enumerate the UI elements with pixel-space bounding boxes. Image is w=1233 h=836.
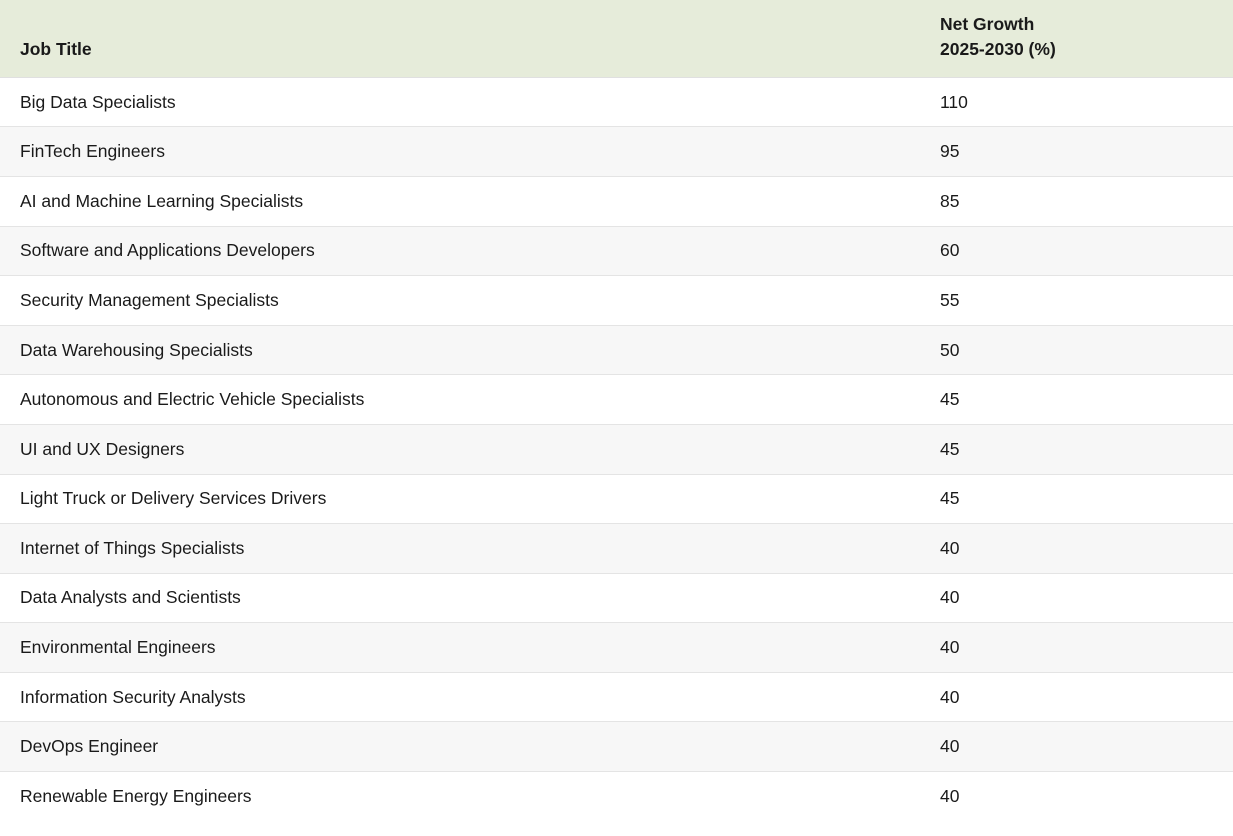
cell-job-title: Big Data Specialists (0, 77, 920, 127)
cell-job-title: Renewable Energy Engineers (0, 772, 920, 822)
table-row (0, 77, 1233, 127)
table-row (0, 772, 1233, 822)
table-row (0, 623, 1233, 673)
cell-net-growth: 40 (920, 672, 1233, 722)
cell-job-title: Autonomous and Electric Vehicle Specialists (0, 375, 920, 425)
cell-net-growth: 40 (920, 524, 1233, 574)
cell-job-title: Environmental Engineers (0, 623, 920, 673)
table-row (0, 276, 1233, 326)
cell-job-title: DevOps Engineer (0, 722, 920, 772)
table-row (0, 375, 1233, 425)
table-row (0, 226, 1233, 276)
cell-net-growth: 95 (920, 127, 1233, 177)
table-body (0, 77, 1233, 821)
table-row (0, 474, 1233, 524)
table-header-row (0, 0, 1233, 77)
cell-job-title: Data Warehousing Specialists (0, 325, 920, 375)
cell-net-growth: 40 (920, 722, 1233, 772)
cell-net-growth: 85 (920, 176, 1233, 226)
cell-net-growth: 60 (920, 226, 1233, 276)
cell-net-growth: 45 (920, 375, 1233, 425)
cell-net-growth: 55 (920, 276, 1233, 326)
column-header-job-title (0, 0, 920, 77)
cell-job-title: Light Truck or Delivery Services Drivers (0, 474, 920, 524)
cell-job-title: FinTech Engineers (0, 127, 920, 177)
cell-net-growth: 50 (920, 325, 1233, 375)
table-header (0, 0, 1233, 77)
cell-net-growth: 40 (920, 772, 1233, 822)
table-row (0, 722, 1233, 772)
table-row (0, 672, 1233, 722)
cell-net-growth: 45 (920, 424, 1233, 474)
cell-job-title: Internet of Things Specialists (0, 524, 920, 574)
cell-job-title: AI and Machine Learning Specialists (0, 176, 920, 226)
table-row (0, 424, 1233, 474)
column-header-net-growth-label-line2: 2025-2030 (%) (940, 39, 1056, 60)
cell-job-title: Data Analysts and Scientists (0, 573, 920, 623)
cell-net-growth: 110 (920, 77, 1233, 127)
table-row (0, 176, 1233, 226)
table-row (0, 127, 1233, 177)
column-header-net-growth (920, 0, 1233, 77)
cell-net-growth: 45 (920, 474, 1233, 524)
cell-net-growth: 40 (920, 623, 1233, 673)
cell-job-title: UI and UX Designers (0, 424, 920, 474)
cell-job-title: Software and Applications Developers (0, 226, 920, 276)
table-row (0, 325, 1233, 375)
column-header-net-growth-label-line1: Net Growth (940, 14, 1035, 34)
cell-job-title: Information Security Analysts (0, 672, 920, 722)
table-row (0, 524, 1233, 574)
cell-job-title: Security Management Specialists (0, 276, 920, 326)
table-row (0, 573, 1233, 623)
column-header-job-title-label: Job Title (20, 39, 92, 60)
cell-net-growth: 40 (920, 573, 1233, 623)
